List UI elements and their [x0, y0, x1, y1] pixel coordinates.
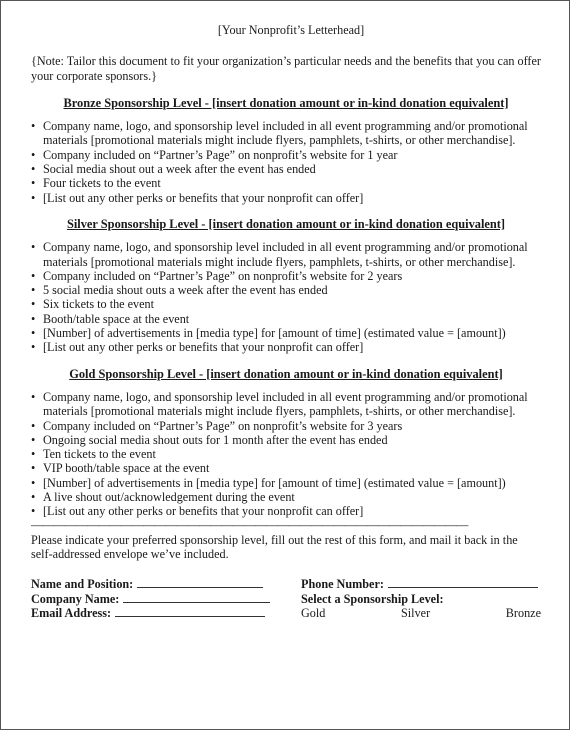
- gold-perk-list: [31, 390, 541, 519]
- option-bronze[interactable]: Bronze: [505, 605, 541, 620]
- perk-item: • Ten tickets to the event: [31, 447, 541, 461]
- gold-heading: Gold Sponsorship Level - [insert donation amount or in-kind donation equivalent]: [69, 366, 503, 381]
- option-gold[interactable]: Gold: [301, 605, 326, 620]
- phone-number-blank[interactable]: [388, 577, 538, 588]
- email-address-label: Email Address:: [31, 605, 112, 620]
- tailor-note: {Note: Tailor this document to fit your organization’s particular needs and the benefits that you can offer your corporate sponsors.}: [31, 54, 541, 83]
- perk-item: • [List out any other perks or benefits that your nonprofit can offer]: [31, 340, 541, 354]
- perk-item: • Company name, logo, and sponsorship level included in all event programming and/or promotional materials [promotional materials might include flyers, pamphlets, t-shirts, or other merchandise].: [31, 390, 541, 419]
- perk-item: • [List out any other perks or benefits that your nonprofit can offer]: [31, 191, 541, 205]
- section-divider: ———————————————————————————————————————: [31, 518, 468, 531]
- document-content: [31, 23, 541, 620]
- gold-section: [31, 367, 541, 519]
- company-name-field: [31, 592, 281, 606]
- sponsor-form: [31, 577, 541, 620]
- sponsorship-level-options: [301, 606, 541, 620]
- company-name-blank[interactable]: [123, 592, 270, 603]
- perk-item: • Company included on “Partner’s Page” on nonprofit’s website for 2 years: [31, 269, 541, 283]
- form-instructions: Please indicate your preferred sponsorship level, fill out the rest of this form, and mail it back in the self-addressed envelope we’ve included.: [31, 532, 518, 561]
- bronze-section: [31, 96, 541, 205]
- perk-item: • [Number] of advertisements in [media type] for [amount of time] (estimated value = [amount]): [31, 326, 541, 340]
- perk-item: • Social media shout out a week after the event has ended: [31, 162, 541, 176]
- perk-item: • Company name, logo, and sponsorship level included in all event programming and/or promotional materials [promotional materials might include flyers, pamphlets, t-shirts, or other merchandise].: [31, 119, 541, 148]
- perk-item: • Company included on “Partner’s Page” on nonprofit’s website for 3 years: [31, 419, 541, 433]
- silver-heading: Silver Sponsorship Level - [insert donation amount or in-kind donation equivalent]: [66, 216, 506, 231]
- sponsorship-level-field: [301, 592, 541, 606]
- perk-item: • 5 social media shout outs a week after the event has ended: [31, 283, 541, 297]
- perk-item: • Company name, logo, and sponsorship level included in all event programming and/or promotional materials [promotional materials might include flyers, pamphlets, t-shirts, or other merchandise].: [31, 240, 541, 269]
- letterhead-placeholder: [Your Nonprofit’s Letterhead]: [217, 23, 365, 37]
- name-position-field: [31, 577, 281, 591]
- silver-section: [31, 217, 541, 355]
- email-address-blank[interactable]: [115, 606, 265, 617]
- sponsorship-level-label: Select a Sponsorship Level:: [301, 591, 444, 606]
- perk-item: • VIP booth/table space at the event: [31, 461, 541, 475]
- perk-item: • Four tickets to the event: [31, 176, 541, 190]
- name-position-label: Name and Position:: [31, 577, 134, 592]
- perk-item: • [Number] of advertisements in [media type] for [amount of time] (estimated value = [amount]): [31, 476, 541, 490]
- phone-number-field: [301, 577, 541, 591]
- name-position-blank[interactable]: [137, 577, 263, 588]
- company-name-label: Company Name:: [31, 591, 120, 606]
- perk-item: • Six tickets to the event: [31, 297, 541, 311]
- silver-perk-list: [31, 240, 541, 354]
- perk-item: • Ongoing social media shout outs for 1 month after the event has ended: [31, 433, 541, 447]
- form-left-column: [31, 577, 281, 620]
- perk-item: • Company included on “Partner’s Page” on nonprofit’s website for 1 year: [31, 148, 541, 162]
- option-silver[interactable]: Silver: [401, 605, 431, 620]
- perk-item: • Booth/table space at the event: [31, 312, 541, 326]
- bronze-heading: Bronze Sponsorship Level - [insert donation amount or in-kind donation equivalent]: [63, 95, 509, 110]
- perk-item: • [List out any other perks or benefits that your nonprofit can offer]: [31, 504, 541, 518]
- bronze-perk-list: [31, 119, 541, 205]
- phone-number-label: Phone Number:: [301, 577, 384, 592]
- email-address-field: [31, 606, 281, 620]
- form-right-column: [301, 577, 541, 620]
- perk-item: • A live shout out/acknowledgement during the event: [31, 490, 541, 504]
